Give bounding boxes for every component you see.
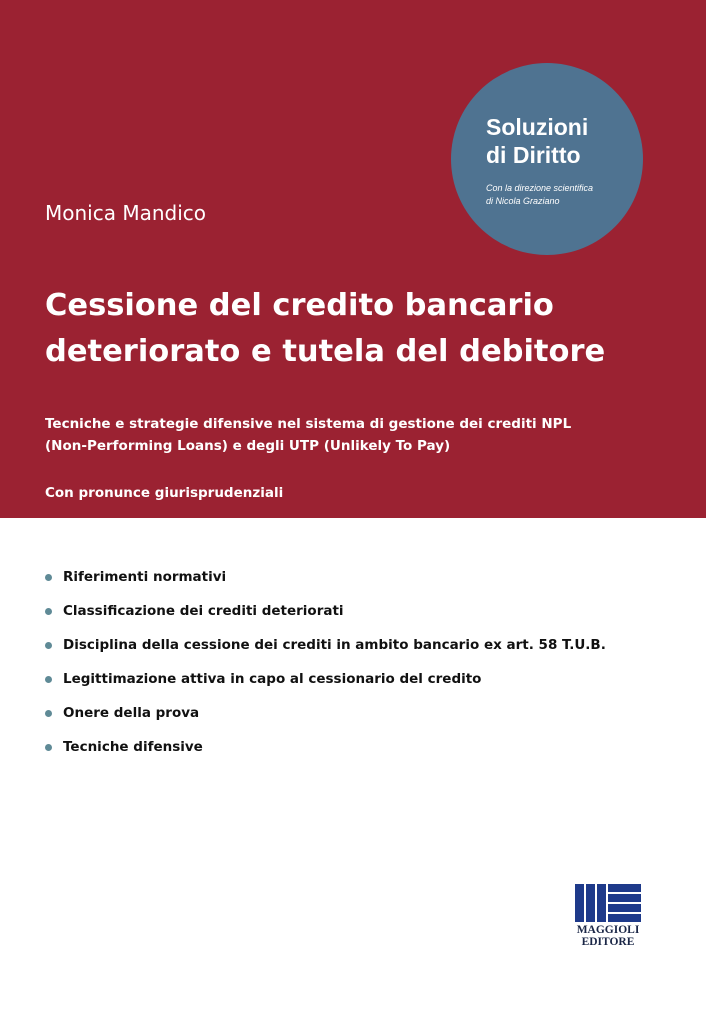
topic-item [45, 735, 685, 769]
topic-label: Riferimenti normativi [63, 569, 227, 585]
topic-label: Classificazione dei crediti deteriorati [63, 603, 344, 619]
topic-label: Onere della prova [63, 705, 200, 721]
maggioli-m-logo-icon [575, 884, 641, 922]
bullet-dot-icon [45, 676, 52, 683]
series-badge [451, 63, 643, 255]
topic-item [45, 599, 685, 633]
topic-label: Disciplina della cessione dei crediti in ambito bancario ex art. 58 T.U.B. [63, 637, 606, 653]
topic-label: Legittimazione attiva in capo al cessionario del credito [63, 671, 482, 687]
topic-item [45, 565, 685, 599]
book-subtitle: Tecniche e strategie difensive nel sistema di gestione dei crediti NPL (Non-Performing Loans) e degli UTP (Unlikely To Pay) [45, 416, 572, 454]
bullet-dot-icon [45, 642, 52, 649]
bullet-dot-icon [45, 710, 52, 717]
publisher-name: MAGGIOLI EDITORE [576, 924, 640, 948]
topic-item [45, 701, 685, 735]
bullet-dot-icon [45, 744, 52, 751]
book-title: Cessione del credito bancario deteriorato e tutela del debitore [45, 288, 606, 369]
book-tagline: Con pronunce giurisprudenziali [45, 485, 284, 501]
topic-item [45, 633, 685, 667]
topics-list [45, 565, 685, 769]
bullet-dot-icon [45, 574, 52, 581]
publisher-logo [572, 884, 644, 952]
series-title: Soluzioni di Diritto [486, 114, 589, 168]
series-subtitle: Con la direzione scientifica di Nicola Graziano [486, 183, 594, 206]
topic-item [45, 667, 685, 701]
bullet-dot-icon [45, 608, 52, 615]
topic-label: Tecniche difensive [63, 739, 203, 755]
author-name: Monica Mandico [45, 201, 207, 225]
